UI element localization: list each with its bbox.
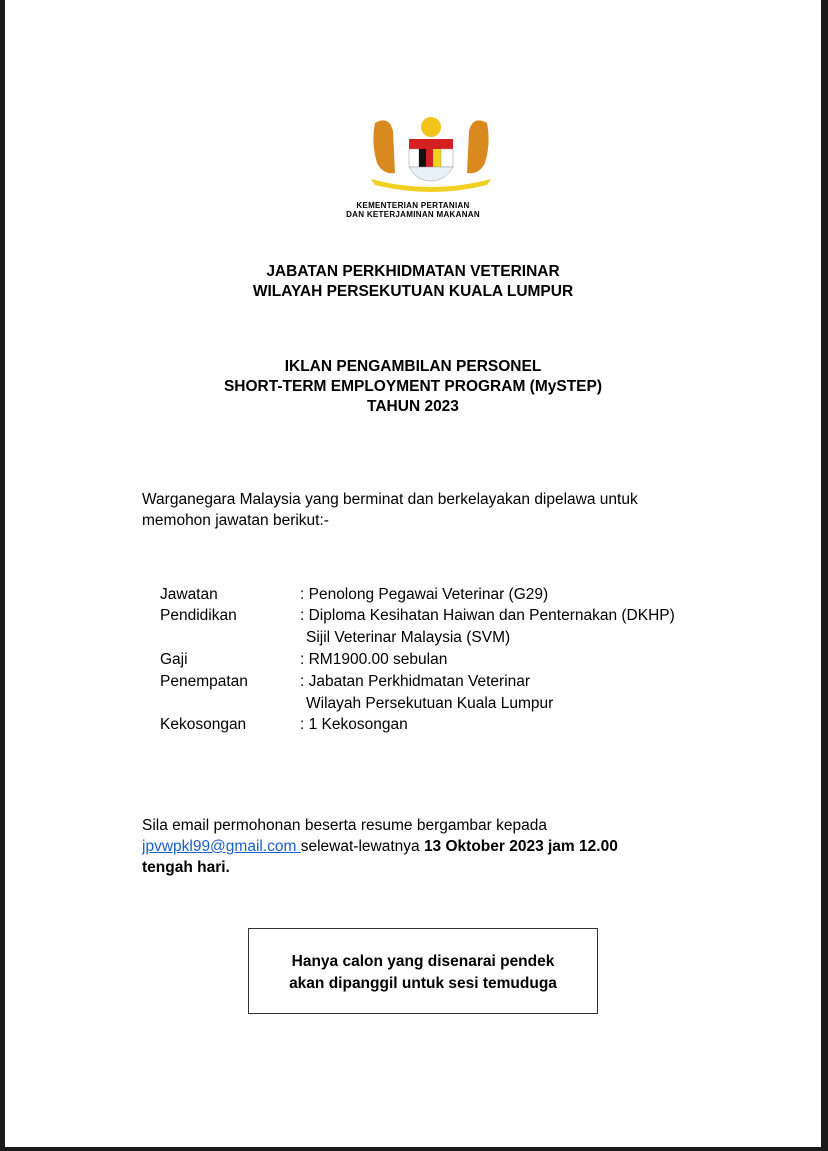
- email-link[interactable]: jpvwpkl99@gmail.com: [142, 838, 301, 855]
- deadline: 13 Oktober 2023 jam 12.00: [423, 838, 618, 855]
- title-line2: SHORT-TERM EMPLOYMENT PROGRAM (MySTEP): [223, 378, 603, 395]
- ministry-name-line2: DAN KETERJAMINAN MAKANAN: [346, 210, 480, 219]
- apply-line3: tengah hari.: [142, 859, 230, 876]
- intro-line1: Warganegara Malaysia yang berminat dan berkelayakan dipelawa untuk: [142, 491, 638, 508]
- intro-line2: memohon jawatan berikut:-: [142, 512, 329, 529]
- detail-value: : RM1900.00 sebulan: [300, 651, 448, 668]
- department-line2: WILAYAH PERSEKUTUAN KUALA LUMPUR: [252, 283, 574, 300]
- title-line1: IKLAN PENGAMBILAN PERSONEL: [284, 358, 542, 375]
- department-line1: JABATAN PERKHIDMATAN VETERINAR: [266, 263, 560, 280]
- coat-of-arms-logo: [365, 113, 497, 193]
- shortlist-notice-box: [248, 928, 598, 1014]
- intro-paragraph: [142, 489, 638, 531]
- detail-value: Wilayah Persekutuan Kuala Lumpur: [306, 695, 554, 712]
- detail-value: : 1 Kekosongan: [300, 716, 408, 733]
- department-heading: [5, 262, 821, 302]
- detail-value: : Penolong Pegawai Veterinar (G29): [300, 586, 549, 603]
- apply-line1: Sila email permohonan beserta resume bergambar kepada: [142, 817, 547, 834]
- detail-label: Jawatan: [160, 586, 218, 603]
- title-line3: TAHUN 2023: [367, 398, 459, 415]
- detail-label: Pendidikan: [160, 607, 237, 624]
- detail-value: : Jabatan Perkhidmatan Veterinar: [300, 673, 531, 690]
- document-page: [5, 0, 821, 1147]
- notice-line2: akan dipanggil untuk sesi temuduga: [289, 975, 557, 992]
- ministry-name-line1: KEMENTERIAN PERTANIAN: [356, 201, 470, 210]
- apply-text: selewat-lewatnya: [300, 838, 424, 855]
- detail-value: Sijil Veterinar Malaysia (SVM): [306, 629, 511, 646]
- notice-line1: Hanya calon yang disenarai pendek: [291, 953, 555, 970]
- detail-label: Penempatan: [160, 673, 248, 690]
- detail-label: Gaji: [160, 651, 188, 668]
- detail-value: : Diploma Kesihatan Haiwan dan Penternakan (DKHP): [300, 607, 675, 624]
- application-instructions: [142, 815, 618, 878]
- detail-label: Kekosongan: [160, 716, 247, 733]
- advert-title: [5, 357, 821, 417]
